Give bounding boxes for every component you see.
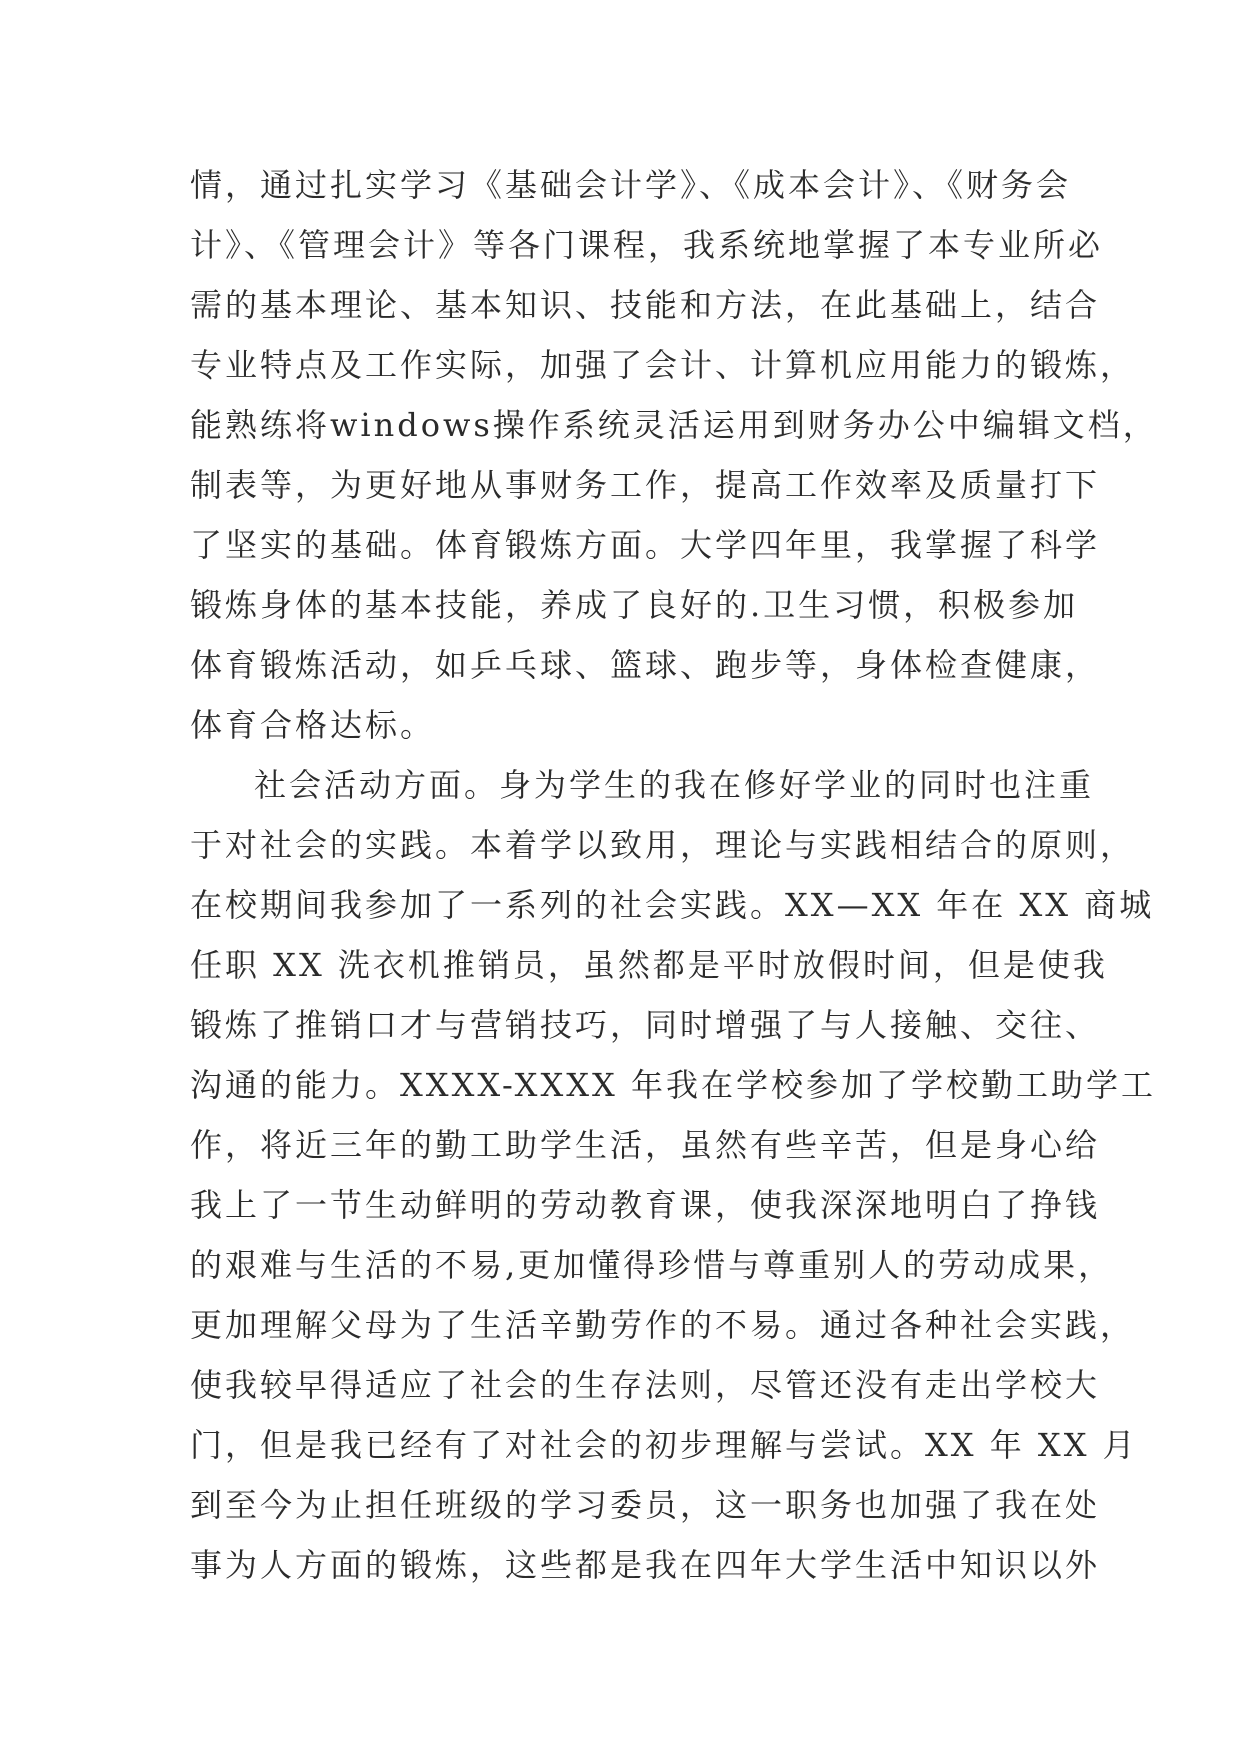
text-line: 情，通过扎实学习《基础会计学》、《成本会计》、《财务会 — [190, 166, 1072, 204]
text-line: 能熟练将windows操作系统灵活运用到财务办公中编辑文档， — [190, 406, 1158, 444]
text-line: 在校期间我参加了一系列的社会实践。XX—XX 年在 XX 商城 — [190, 886, 1155, 924]
text-line: 使我较早得适应了社会的生存法则，尽管还没有走出学校大 — [190, 1366, 1101, 1404]
text-line: 的艰难与生活的不易,更加懂得珍惜与尊重别人的劳动成果， — [190, 1246, 1114, 1284]
text-line: 于对社会的实践。本着学以致用，理论与实践相结合的原则， — [190, 826, 1136, 864]
paragraph-1 — [190, 155, 1158, 755]
text-line: 需的基本理论、基本知识、技能和方法，在此基础上，结合 — [190, 286, 1101, 324]
text-line: 我上了一节生动鲜明的劳动教育课，使我深深地明白了挣钱 — [190, 1186, 1101, 1224]
text-line: 锻炼了推销口才与营销技巧，同时增强了与人接触、交往、 — [190, 1006, 1101, 1044]
text-line: 锻炼身体的基本技能，养成了良好的.卫生习惯，积极参加 — [190, 586, 1079, 624]
text-line: 制表等，为更好地从事财务工作，提高工作效率及质量打下 — [190, 466, 1101, 504]
text-line: 沟通的能力。XXXX-XXXX 年我在学校参加了学校勤工助学工 — [190, 1066, 1156, 1104]
text-line: 任职 XX 洗衣机推销员，虽然都是平时放假时间，但是使我 — [190, 946, 1108, 984]
text-line: 门，但是我已经有了对社会的初步理解与尝试。XX 年 XX 月 — [190, 1426, 1138, 1464]
text-line: 社会活动方面。身为学生的我在修好学业的同时也注重 — [254, 766, 1095, 804]
text-line: 了坚实的基础。体育锻炼方面。大学四年里，我掌握了科学 — [190, 526, 1101, 564]
body-text — [190, 155, 1158, 1595]
text-line: 计》、《管理会计》等各门课程，我系统地掌握了本专业所必 — [190, 226, 1104, 264]
text-line: 体育合格达标。 — [190, 706, 436, 744]
text-line: 事为人方面的锻炼，这些都是我在四年大学生活中知识以外 — [190, 1546, 1101, 1584]
text-line: 体育锻炼活动，如乒乓球、篮球、跑步等，身体检查健康， — [190, 646, 1101, 684]
text-line: 作，将近三年的勤工助学生活，虽然有些辛苦，但是身心给 — [190, 1126, 1101, 1164]
paragraph-2 — [190, 755, 1156, 1595]
text-line: 专业特点及工作实际，加强了会计、计算机应用能力的锻炼， — [190, 346, 1136, 384]
text-line: 更加理解父母为了生活辛勤劳作的不易。通过各种社会实践， — [190, 1306, 1136, 1344]
text-line: 到至今为止担任班级的学习委员，这一职务也加强了我在处 — [190, 1486, 1101, 1524]
